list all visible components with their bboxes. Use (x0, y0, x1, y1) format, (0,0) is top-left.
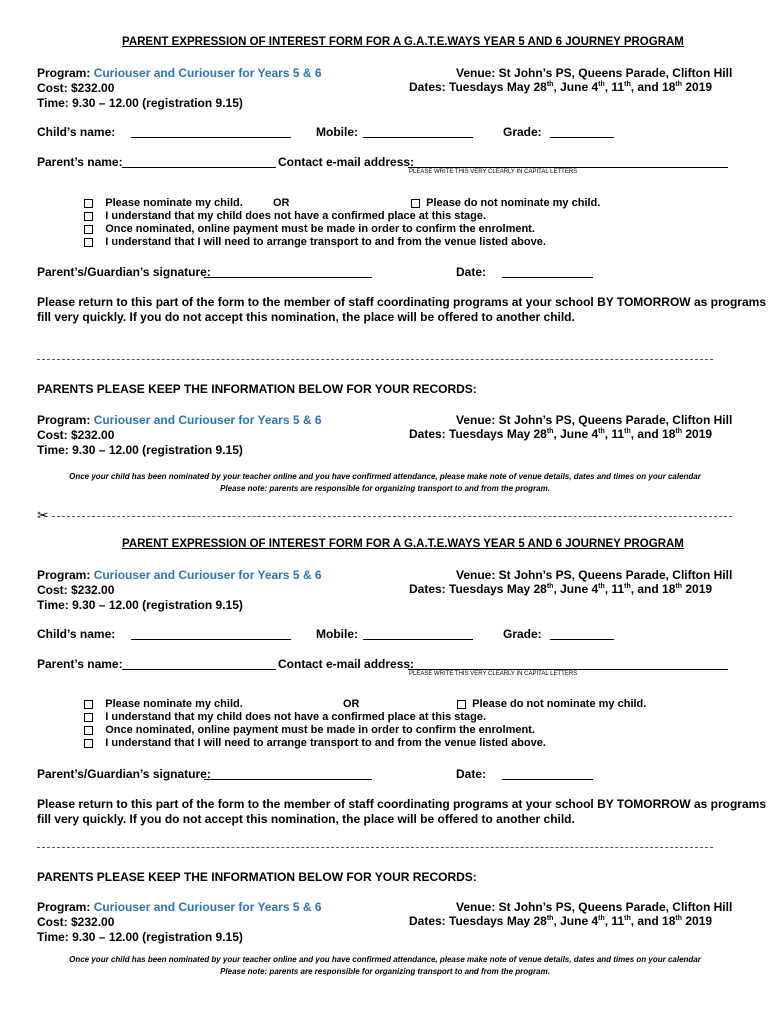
dates-text (409, 582, 712, 596)
child-name-label: Child’s name: (37, 627, 116, 641)
checkbox-row (84, 236, 546, 248)
transport-label: I understand that I will need to arrange transport to and from the venue listed above. (105, 236, 546, 248)
no-place-checkbox[interactable] (84, 212, 93, 221)
program-label: Program: (37, 900, 91, 914)
dates-part: , and 18 (630, 914, 676, 928)
dates-sup: th (546, 915, 554, 922)
checkbox-row (84, 197, 243, 209)
checkbox-row (457, 698, 646, 710)
calendar-note: Please note: parents are responsible for organizing transport to and from the program. (220, 967, 550, 976)
cost-text: Cost: $232.00 (37, 583, 115, 597)
email-note: PLEASE WRITE THIS VERY CLEARLY IN CAPITAL LETTERS (409, 671, 578, 677)
cut-line (52, 516, 732, 517)
dates-prefix: Dates: Tuesdays May 28 (409, 427, 547, 441)
program-line (37, 66, 322, 80)
dates-part: , 11 (604, 582, 625, 596)
dates-sup: th (598, 583, 605, 590)
dates-prefix: Dates: Tuesdays May 28 (409, 582, 547, 596)
dates-part: 2019 (682, 582, 713, 596)
mobile-label: Mobile: (316, 627, 358, 641)
return-note: fill very quickly. If you do not accept this nomination, the place will be offered to another child. (37, 812, 575, 826)
dates-sup: th (624, 915, 631, 922)
date-label: Date: (456, 265, 487, 279)
time-text: Time: 9.30 – 12.00 (registration 9.15) (37, 96, 243, 110)
dates-sup: th (624, 583, 631, 590)
child-name-label: Child’s name: (37, 125, 116, 139)
form-title: PARENT EXPRESSION OF INTEREST FORM FOR A G.A.T.E.WAYS YEAR 5 AND 6 JOURNEY PROGRAM (122, 36, 684, 48)
dates-part: , and 18 (630, 80, 676, 94)
venue-text: Venue: St John’s PS, Queens Parade, Clifton Hill (456, 900, 733, 914)
date-field[interactable] (502, 779, 593, 780)
dates-prefix: Dates: Tuesdays May 28 (409, 914, 547, 928)
transport-label: I understand that I will need to arrange transport to and from the venue listed above. (105, 737, 546, 749)
calendar-note: Once your child has been nominated by your teacher online and you have confirmed attendance, please make note of venue details, dates and times on your calendar (69, 472, 701, 481)
nominate-checkbox[interactable] (84, 700, 93, 709)
dates-sup: th (546, 428, 554, 435)
dates-part: , June 4 (553, 914, 599, 928)
time-text: Time: 9.30 – 12.00 (registration 9.15) (37, 598, 243, 612)
dates-text (409, 914, 712, 928)
payment-checkbox[interactable] (84, 726, 93, 735)
dates-part: , and 18 (630, 427, 676, 441)
transport-checkbox[interactable] (84, 739, 93, 748)
program-line (37, 413, 322, 427)
venue-text: Venue: St John’s PS, Queens Parade, Clifton Hill (456, 568, 733, 582)
parent-name-field[interactable] (122, 669, 276, 670)
email-field[interactable] (408, 167, 728, 168)
dates-part: 2019 (682, 427, 713, 441)
time-text: Time: 9.30 – 12.00 (registration 9.15) (37, 930, 243, 944)
email-note: PLEASE WRITE THIS VERY CLEARLY IN CAPITAL LETTERS (409, 169, 578, 175)
dates-sup: th (675, 583, 683, 590)
program-label: Program: (37, 66, 91, 80)
signature-label: Parent’s/Guardian’s signature: (37, 767, 211, 781)
dates-part: , 11 (604, 80, 625, 94)
dates-part: , June 4 (553, 80, 599, 94)
email-field[interactable] (408, 669, 728, 670)
dates-part: 2019 (682, 80, 713, 94)
dates-part: , 11 (604, 427, 625, 441)
divider (37, 847, 713, 848)
dates-sup: th (675, 428, 683, 435)
payment-label: Once nominated, online payment must be made in order to confirm the enrolment. (105, 724, 535, 736)
dates-part: , June 4 (553, 582, 599, 596)
grade-label: Grade: (503, 627, 542, 641)
dates-sup: th (546, 81, 554, 88)
parent-name-label: Parent’s name: (37, 155, 123, 169)
no-place-checkbox[interactable] (84, 713, 93, 722)
not-nominate-label: Please do not nominate my child. (472, 698, 647, 710)
checkbox-row (84, 210, 486, 222)
child-name-field[interactable] (131, 639, 291, 640)
payment-label: Once nominated, online payment must be made in order to confirm the enrolment. (105, 223, 535, 235)
email-label: Contact e-mail address: (278, 657, 415, 671)
date-field[interactable] (502, 277, 593, 278)
no-place-label: I understand that my child does not have a confirmed place at this stage. (105, 210, 487, 222)
dates-part: , and 18 (630, 582, 676, 596)
nominate-label: Please nominate my child. (105, 698, 243, 710)
program-label: Program: (37, 568, 91, 582)
nominate-label: Please nominate my child. (105, 197, 243, 209)
program-line (37, 568, 322, 582)
dates-sup: th (624, 81, 631, 88)
not-nominate-label: Please do not nominate my child. (426, 197, 601, 209)
dates-sup: th (598, 915, 605, 922)
no-place-label: I understand that my child does not have a confirmed place at this stage. (105, 711, 487, 723)
program-name: Curiouser and Curiouser for Years 5 & 6 (93, 66, 322, 80)
venue-text: Venue: St John’s PS, Queens Parade, Clifton Hill (456, 66, 733, 80)
program-line (37, 900, 322, 914)
dates-sup: th (624, 428, 631, 435)
dates-sup: th (598, 428, 605, 435)
divider (37, 359, 713, 360)
cost-text: Cost: $232.00 (37, 915, 115, 929)
signature-field[interactable] (204, 277, 372, 278)
calendar-note: Once your child has been nominated by your teacher online and you have confirmed attendance, please make note of venue details, dates and times on your calendar (69, 955, 701, 964)
venue-text: Venue: St John’s PS, Queens Parade, Clifton Hill (456, 413, 733, 427)
grade-field[interactable] (550, 639, 614, 640)
transport-checkbox[interactable] (84, 238, 93, 247)
child-name-field[interactable] (131, 137, 291, 138)
dates-sup: th (546, 583, 554, 590)
payment-checkbox[interactable] (84, 225, 93, 234)
not-nominate-checkbox[interactable] (457, 700, 466, 709)
records-heading: PARENTS PLEASE KEEP THE INFORMATION BELOW FOR YOUR RECORDS: (37, 870, 477, 884)
mobile-label: Mobile: (316, 125, 358, 139)
return-note: Please return to this part of the form to the member of staff coordinating programs at your school BY TOMORROW as programs (37, 797, 766, 811)
dates-part: , 11 (604, 914, 625, 928)
or-label: OR (273, 197, 290, 209)
cost-text: Cost: $232.00 (37, 428, 115, 442)
parent-name-label: Parent’s name: (37, 657, 123, 671)
checkbox-row (84, 724, 535, 736)
email-label: Contact e-mail address: (278, 155, 415, 169)
return-note: Please return to this part of the form to the member of staff coordinating programs at your school BY TOMORROW as programs (37, 295, 766, 309)
program-name: Curiouser and Curiouser for Years 5 & 6 (93, 568, 322, 582)
dates-part: 2019 (682, 914, 713, 928)
signature-field[interactable] (204, 779, 372, 780)
dates-prefix: Dates: Tuesdays May 28 (409, 80, 547, 94)
cost-text: Cost: $232.00 (37, 81, 115, 95)
time-text: Time: 9.30 – 12.00 (registration 9.15) (37, 443, 243, 457)
grade-label: Grade: (503, 125, 542, 139)
or-label: OR (343, 698, 360, 710)
not-nominate-checkbox[interactable] (411, 199, 420, 208)
date-label: Date: (456, 767, 487, 781)
program-label: Program: (37, 413, 91, 427)
form-title: PARENT EXPRESSION OF INTEREST FORM FOR A G.A.T.E.WAYS YEAR 5 AND 6 JOURNEY PROGRAM (122, 538, 684, 550)
records-heading: PARENTS PLEASE KEEP THE INFORMATION BELOW FOR YOUR RECORDS: (37, 382, 477, 396)
checkbox-row (84, 223, 535, 235)
dates-sup: th (675, 915, 683, 922)
checkbox-row (84, 711, 486, 723)
dates-sup: th (675, 81, 683, 88)
dates-text (409, 427, 712, 441)
checkbox-row (84, 698, 243, 710)
program-name: Curiouser and Curiouser for Years 5 & 6 (93, 413, 322, 427)
mobile-field[interactable] (363, 137, 473, 138)
scissors-icon: ✂ (37, 507, 49, 523)
dates-part: , June 4 (553, 427, 599, 441)
dates-text (409, 80, 712, 94)
checkbox-row (84, 737, 546, 749)
nominate-checkbox[interactable] (84, 199, 93, 208)
dates-sup: th (598, 81, 605, 88)
calendar-note: Please note: parents are responsible for organizing transport to and from the program. (220, 484, 550, 493)
program-name: Curiouser and Curiouser for Years 5 & 6 (93, 900, 322, 914)
signature-label: Parent’s/Guardian’s signature: (37, 265, 211, 279)
parent-name-field[interactable] (122, 167, 276, 168)
return-note: fill very quickly. If you do not accept this nomination, the place will be offered to another child. (37, 310, 575, 324)
mobile-field[interactable] (363, 639, 473, 640)
grade-field[interactable] (550, 137, 614, 138)
checkbox-row (411, 197, 600, 209)
